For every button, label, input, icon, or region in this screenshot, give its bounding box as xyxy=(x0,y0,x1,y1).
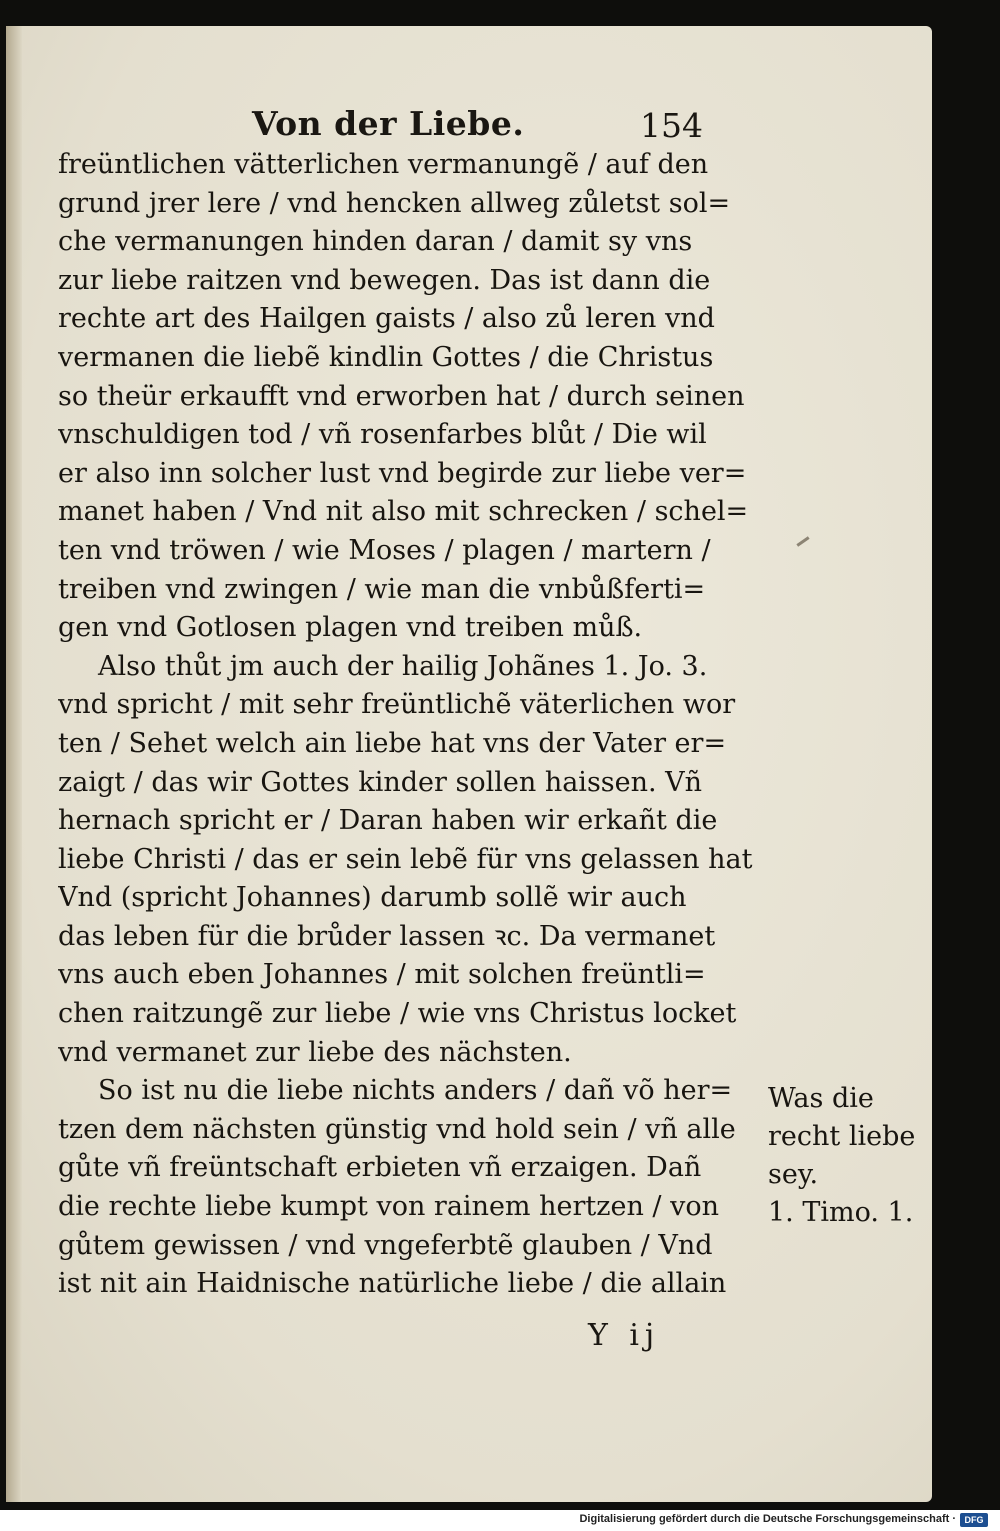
text-line: vnd spricht / mit sehr freüntlichẽ väterlichen wor xyxy=(58,689,736,721)
text-line: freüntlichen vätterlichen vermanungẽ / auf den xyxy=(58,149,709,180)
text-line: rechte art des Hailgen gaists / also zů leren vnd xyxy=(58,303,715,335)
text-line: ist nit ain Haidnische natürliche liebe / die allain xyxy=(58,1268,727,1300)
text-line: ten vnd tröwen / wie Moses / plagen / martern / xyxy=(58,534,711,566)
main-text-block xyxy=(58,146,758,1304)
text-line: so theür erkaufft vnd erworben hat / durch seinen xyxy=(58,380,745,412)
margin-note-line: 1. Timo. 1. xyxy=(768,1197,914,1228)
text-line: das leben für die brůder lassen ꝛc. Da vermanet xyxy=(58,920,716,952)
margin-note-line: recht liebe xyxy=(768,1121,916,1152)
text-line: che vermanungen hinden daran / damit sy vns xyxy=(58,226,693,258)
text-line: manet haben / Vnd nit also mit schrecken / schel= xyxy=(58,496,749,528)
text-line: gůte vñ freüntschaft erbieten vñ erzaigen. Dañ xyxy=(58,1152,702,1184)
text-line: gen vnd Gotlosen plagen vnd treiben můß. xyxy=(58,612,643,644)
text-line: treiben vnd zwingen / wie man die vnbůßferti= xyxy=(58,573,706,605)
text-line: vnd vermanet zur liebe des nächsten. xyxy=(58,1036,572,1068)
text-line: liebe Christi / das er sein lebẽ für vns gelassen hat xyxy=(58,843,753,875)
text-line: er also inn solcher lust vnd begirde zur liebe ver= xyxy=(58,457,747,489)
text-line: chen raitzungẽ zur liebe / wie vns Christus locket xyxy=(58,998,737,1030)
text-line: zur liebe raitzen vnd bewegen. Das ist dann die xyxy=(58,264,711,296)
running-head: Von der Liebe. xyxy=(252,104,525,143)
text-line: ten / Sehet welch ain liebe hat vns der Vater er= xyxy=(58,727,727,759)
text-line: tzen dem nächsten günstig vnd hold sein / vñ alle xyxy=(58,1113,736,1145)
page-number: 154 xyxy=(640,106,703,145)
text-line: vns auch eben Johannes / mit solchen freüntli= xyxy=(58,959,706,991)
margin-note-line: sey. xyxy=(768,1159,819,1190)
signature-mark: Y ij xyxy=(588,1318,661,1353)
marginal-note xyxy=(768,1080,928,1232)
footer-bar xyxy=(0,1510,1000,1531)
text-line: vnschuldigen tod / vñ rosenfarbes blůt / Die wil xyxy=(58,419,707,451)
text-line: zaigt / das wir Gottes kinder sollen haissen. Vñ xyxy=(58,766,703,798)
text-line: Vnd (spricht Johannes) darumb sollẽ wir auch xyxy=(58,882,687,914)
text-line: vermanen die liebẽ kindlin Gottes / die Christus xyxy=(58,341,714,373)
text-line: hernach spricht er / Daran haben wir erkañt die xyxy=(58,805,718,837)
dfg-logo-icon: DFG xyxy=(960,1513,988,1527)
margin-note-line: Was die xyxy=(768,1083,874,1114)
paragraph-start-line: Also thůt jm auch der hailig Johãnes 1. Jo. 3. xyxy=(98,650,708,682)
funding-credit: Digitalisierung gefördert durch die Deutsche Forschungsgemeinschaft · xyxy=(579,1513,956,1525)
page-spine-shadow xyxy=(6,26,22,1502)
page-header xyxy=(0,104,1000,144)
text-line: grund jrer lere / vnd hencken allweg zůletst sol= xyxy=(58,187,731,219)
paragraph-start-line: So ist nu die liebe nichts anders / dañ võ her= xyxy=(98,1075,733,1107)
text-line: gůtem gewissen / vnd vngeferbtẽ glauben / Vnd xyxy=(58,1229,713,1261)
text-line: die rechte liebe kumpt von rainem hertzen / von xyxy=(58,1191,719,1223)
